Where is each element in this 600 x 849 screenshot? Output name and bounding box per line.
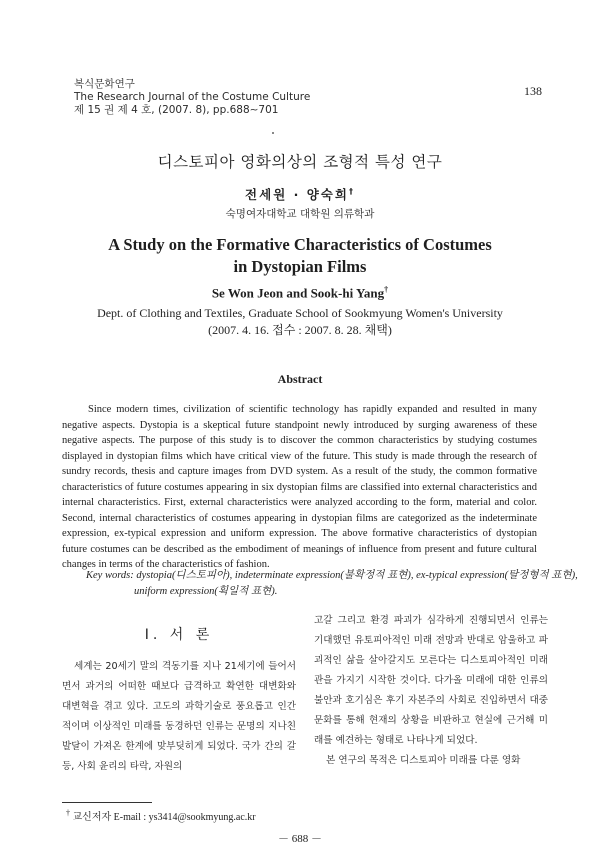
title-english <box>0 234 600 278</box>
affiliation-english-block <box>0 305 600 339</box>
footnote-rule <box>62 802 152 803</box>
page-number: 138 <box>524 84 542 98</box>
intro-paragraph-1: 세계는 20세기 말의 격동기를 지나 21세기에 들어서면서 과거의 어떠한 때보다 급격하고 확연한 대변화와 대변혁을 겪고 있다. 고도의 과학기술로 풍요롭고 인간적이며 이상적인 미래를 동경하던 인류는 문명의 지나친 발달이 가져온 한계에 맞부딪히게 되었다. 국가 간의 갈등, 사회 윤리의 타락, 자원의 <box>62 661 296 772</box>
authors-korean <box>0 185 600 203</box>
footnote <box>66 808 256 823</box>
authors-english-names: Se Won Jeon and Sook-hi Yang <box>211 285 385 301</box>
affiliation-english: Dept. of Clothing and Textiles, Graduate School of Sookmyung Women's University <box>97 306 503 320</box>
intro-paragraph-1-continued: 고갈 그리고 환경 파괴가 심각하게 진행되면서 인류는 기대했던 유토피아적인 미래 전망과 반대로 암울하고 파괴적인 삶을 살아갈지도 모른다는 디스토피아적인 미래관을 가지기 시작한 것이다. 다가올 미래에 대한 인류의 불안과 호기심은 후기 자본주의 사회로 진입하면서 대중문화를 통해 현재의 상황을 비판하고 현실에 근거해 미래를 예견하는 형태로 나타나게 되었다. <box>314 615 548 746</box>
authors-korean-names: 전세원 · 양숙희 <box>245 187 349 202</box>
scan-speck <box>272 132 274 134</box>
corresponding-mark: † <box>348 186 355 196</box>
title-english-line-2: in Dystopian Films <box>233 257 367 276</box>
footnote-text: 교신저자 E-mail : ys3414@sookmyung.ac.kr <box>72 812 256 823</box>
title-english-line-1: A Study on the Formative Characteristics of Costumes <box>108 235 492 254</box>
body-column-left <box>62 657 296 777</box>
journal-name-en: The Research Journal of the Costume Culture <box>74 91 311 103</box>
journal-name-ko: 복식문화연구 <box>74 78 135 90</box>
journal-header <box>74 78 310 117</box>
abstract-heading: Abstract <box>277 372 323 386</box>
keywords: Key words: dystopia(디스토피아), indeterminate expression(불확정적 표현), ex-typical expression(탈정형적 표현), uniform expression(획일적 표현). <box>86 570 578 597</box>
section-heading-introduction: Ⅰ. 서 론 <box>144 627 214 643</box>
body-column-right <box>314 611 548 771</box>
affiliation-korean: 숙명여자대학교 대학원 의류학과 <box>225 208 375 220</box>
abstract-body: Since modern times, civilization of scientific technology has rapidly expanded and resulted in many negative aspects. Dystopia is a skeptical future standpoint newly introduced by surging awareness of these negative aspects. The purpose of this study is to discover the common characteristics by studying costumes displayed in dystopian films which have critical view of the future. This study is made through the research of sundry records, thesis and capture images from DVD system. As a result of the study, the common formative characteristics of future costumes appearing in six dystopian films are classified into external characteristics and internal characteristics. First, external characteristics were analyzed according to the form, material and color. Second, internal characteristics of costumes appearing in dystopian films are categorized as the indeterminate expression, ex-typical expression and uniform expression. The above formative characteristics of dystopian future costumes can be described as the embodiment of meanings of influence from present and future cultural changes in terms of the characteristics of fashion. <box>62 404 537 570</box>
authors-english <box>0 285 600 301</box>
intro-paragraph-2: 본 연구의 목적은 디스토피아 미래를 다룬 영화 <box>326 755 521 766</box>
journal-volume: 제 15 권 제 4 호, (2007. 8), pp.688∼701 <box>74 104 279 116</box>
title-korean: 디스토피아 영화의상의 조형적 특성 연구 <box>157 153 443 171</box>
footnote-mark: † <box>66 808 70 818</box>
corresponding-mark-en: † <box>384 285 389 294</box>
received-accepted-dates: (2007. 4. 16. 접수 : 2007. 8. 28. 채택) <box>208 323 392 337</box>
page-footer-number: － 688 － <box>278 833 322 845</box>
